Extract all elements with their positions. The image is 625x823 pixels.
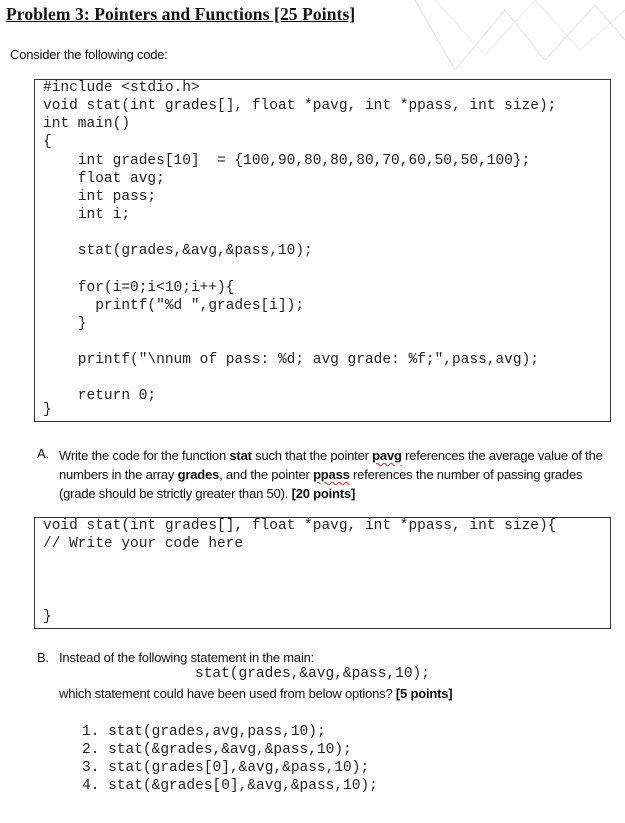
corner-decoration bbox=[395, 0, 625, 70]
code-line: int grades[10] = {100,90,80,80,80,70,60,50,50,100}; bbox=[43, 153, 531, 169]
code-line: } bbox=[43, 609, 52, 625]
code-line: } bbox=[43, 402, 52, 418]
code-line: #include <stdio.h> bbox=[43, 80, 200, 96]
code-block bbox=[43, 80, 610, 432]
part-a-text-3: references the average value of the numbers in the array bbox=[59, 448, 603, 482]
part-a-function-name: stat bbox=[229, 448, 252, 463]
part-a-ppass: ppass bbox=[313, 467, 350, 482]
answer-code-box[interactable] bbox=[34, 517, 611, 629]
part-b-label: B. bbox=[37, 650, 49, 665]
code-line: int i; bbox=[43, 207, 131, 223]
option-item: 2. stat(&grades,&avg,&pass,10); bbox=[82, 742, 352, 758]
main-code-box bbox=[34, 79, 611, 422]
part-b-question: which statement could have been used from below options? bbox=[59, 686, 396, 701]
code-line: for(i=0;i<10;i++){ bbox=[43, 280, 235, 296]
code-line: } bbox=[43, 316, 87, 332]
code-line: { bbox=[43, 134, 52, 150]
page-title: Problem 3: Pointers and Functions [25 Points] bbox=[6, 4, 356, 24]
stub-code-block bbox=[43, 518, 610, 625]
part-a-text-4: , and the pointer bbox=[219, 467, 314, 482]
code-line: stat(grades,&avg,&pass,10); bbox=[43, 243, 313, 259]
code-line: void stat(int grades[], float *pavg, int *ppass, int size); bbox=[43, 98, 557, 114]
option-item: 4. stat(&grades[0],&avg,&pass,10); bbox=[82, 778, 378, 794]
code-line: void stat(int grades[], float *pavg, int *ppass, int size){ bbox=[43, 518, 557, 534]
part-a-grades: grades bbox=[177, 467, 220, 482]
code-line: float avg; bbox=[43, 171, 165, 187]
part-a-text-1: Write the code for the function bbox=[59, 448, 230, 463]
part-a-points: [20 points] bbox=[291, 486, 356, 501]
part-a-text-2: such that the pointer bbox=[251, 448, 373, 463]
code-line: // Write your code here bbox=[43, 536, 244, 552]
code-line: printf("\nnum of pass: %d; avg grade: %f;",pass,avg); bbox=[43, 352, 539, 368]
part-b-line-2 bbox=[59, 686, 452, 701]
code-line: printf("%d ",grades[i]); bbox=[43, 298, 305, 314]
code-line: int pass; bbox=[43, 189, 157, 205]
part-a-label: A. bbox=[37, 446, 49, 461]
part-b-points: [5 points] bbox=[395, 686, 453, 701]
part-b-line-1: Instead of the following statement in the main: bbox=[59, 650, 315, 665]
code-line: return 0; bbox=[43, 388, 157, 404]
part-b-statement: stat(grades,&avg,&pass,10); bbox=[195, 666, 430, 682]
options-list bbox=[82, 724, 378, 804]
intro-text: Consider the following code: bbox=[10, 47, 168, 62]
part-a-text bbox=[59, 446, 617, 503]
part-a-pavg: pavg bbox=[372, 448, 402, 463]
option-item: 1. stat(grades,avg,pass,10); bbox=[82, 724, 326, 740]
option-item: 3. stat(grades[0],&avg,&pass,10); bbox=[82, 760, 370, 776]
code-line: int main() bbox=[43, 116, 131, 132]
part-a-text-5: references the number of passing grades (grade should be strictly greater than 50). bbox=[59, 467, 583, 501]
